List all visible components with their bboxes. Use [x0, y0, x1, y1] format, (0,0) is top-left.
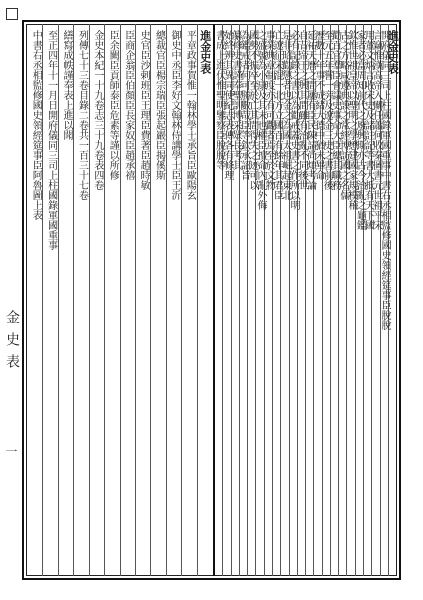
left-text-column: 列傳七十三卷目錄二卷共一百三十七卷 — [76, 30, 88, 200]
right-text-column: 必有記錄之書以為勸戒蓋史書之作所以明 — [288, 30, 300, 210]
column-rule — [150, 24, 151, 576]
left-text-column: 總裁官臣楊宗瑞臣張起巖臣揭傒斯 — [153, 30, 165, 180]
left-text-column: 平章政事賀惟一翰林學士承旨臣歐陽玄 — [184, 30, 196, 200]
corner-mark — [6, 8, 18, 20]
right-header: 進金史表 — [386, 30, 400, 74]
right-text-column: 亡遼征宋混一北方立國百有餘年其君臣 — [271, 30, 283, 200]
column-rule — [120, 24, 121, 576]
column-rule — [197, 24, 198, 576]
left-text-column: 臣商企翁臣伯顏臣長家奴臣趙承禧 — [122, 30, 134, 180]
right-text-column: 事業典章制度亦有可觀者焉至於文物 — [263, 30, 275, 190]
column-rule — [42, 24, 43, 576]
column-rule — [89, 24, 90, 576]
right-text-column: 書成上進伏惟聖明鑒察臣脫脫等 — [213, 30, 225, 170]
column-rule — [166, 24, 167, 576]
column-rule — [181, 24, 182, 576]
right-text-column: 古之方略咸遵典謨之常經博訪國之名儒 — [337, 30, 349, 200]
right-text-column: 欽惟世祖皇帝以聖明之學懋建國家規模稽 — [346, 30, 357, 210]
right-text-column: 用董文炳言收宋史及諸註記等書大抵有天下國 — [362, 30, 374, 230]
column-rule — [135, 24, 136, 576]
right-text-column: 歷數十年事不成緒大德中猶未畢命 — [312, 30, 324, 180]
left-text-column: 中書右丞相監修國史領經筵事臣阿魯圖上表 — [30, 30, 42, 220]
column-rule — [58, 24, 59, 576]
right-text-column: 家者必當周知前代之廢興斯亦古今治亂之龜鑑 — [354, 30, 366, 230]
right-text-column: 纂修史書謹奉聖訓博采眾長考其 — [230, 30, 242, 170]
left-text-column: 至正四年十一月日開府儀同三司上柱國錄軍國重事 — [45, 30, 57, 250]
right-text-column: 是非昭勸懲者也金之為國太祖崛起東北 — [279, 30, 291, 200]
right-text-column: 始終辨其異同使紀志表傳各有條理 — [221, 30, 233, 180]
right-text-column: 言竊惟漢高帝入關任蕭何收秦圖書元世祖平宋 — [370, 30, 382, 230]
column-rule — [73, 24, 74, 576]
left-text-column: 金史本紀一十九卷志三十九卷表四卷 — [91, 30, 103, 190]
right-text-column: 開府儀同三司上柱國錄軍國重事中書右丞相監修國史領經筵事臣脫脫 — [379, 30, 391, 330]
right-text-column: 之盛號為小康及其末也權臣擅命內亂外侮 — [255, 30, 266, 210]
right-text-column: 勸百官羣臣會議史事命大臣總其職務 — [329, 30, 341, 190]
left-header: 進金史表 — [198, 30, 212, 74]
left-text-column: 御史中丞臣李好文翰林侍講學士臣王沂 — [169, 30, 180, 200]
right-text-column: 國勢不振卒至於亡其間得失之迹可以 — [246, 30, 258, 190]
right-text-column: 自昔帝王之興其間雖有治亂不同後世 — [296, 30, 308, 190]
right-text-column: 至元五年嘗一旁及遼金三史之書前後 — [321, 30, 333, 190]
column-rule — [104, 24, 105, 576]
left-text-column: 史官臣沙剌班臣王理臣費著臣趙時敏 — [138, 30, 150, 190]
right-text-column: 為鑑戒者何可勝數哉臣等欽承詔旨 — [238, 30, 250, 180]
left-text-column: 臣余闕臣貢師泰臣危素等謹以所修 — [107, 30, 119, 180]
margin-page-number: 一 — [4, 445, 18, 457]
right-text-column: 延祐天曆之間屢有臣民陳請尚煩考論 — [304, 30, 316, 190]
left-text-column: 繕寫成帙謹奉表上進以聞 — [61, 30, 72, 140]
margin-book-title: 金史表 — [4, 310, 20, 376]
